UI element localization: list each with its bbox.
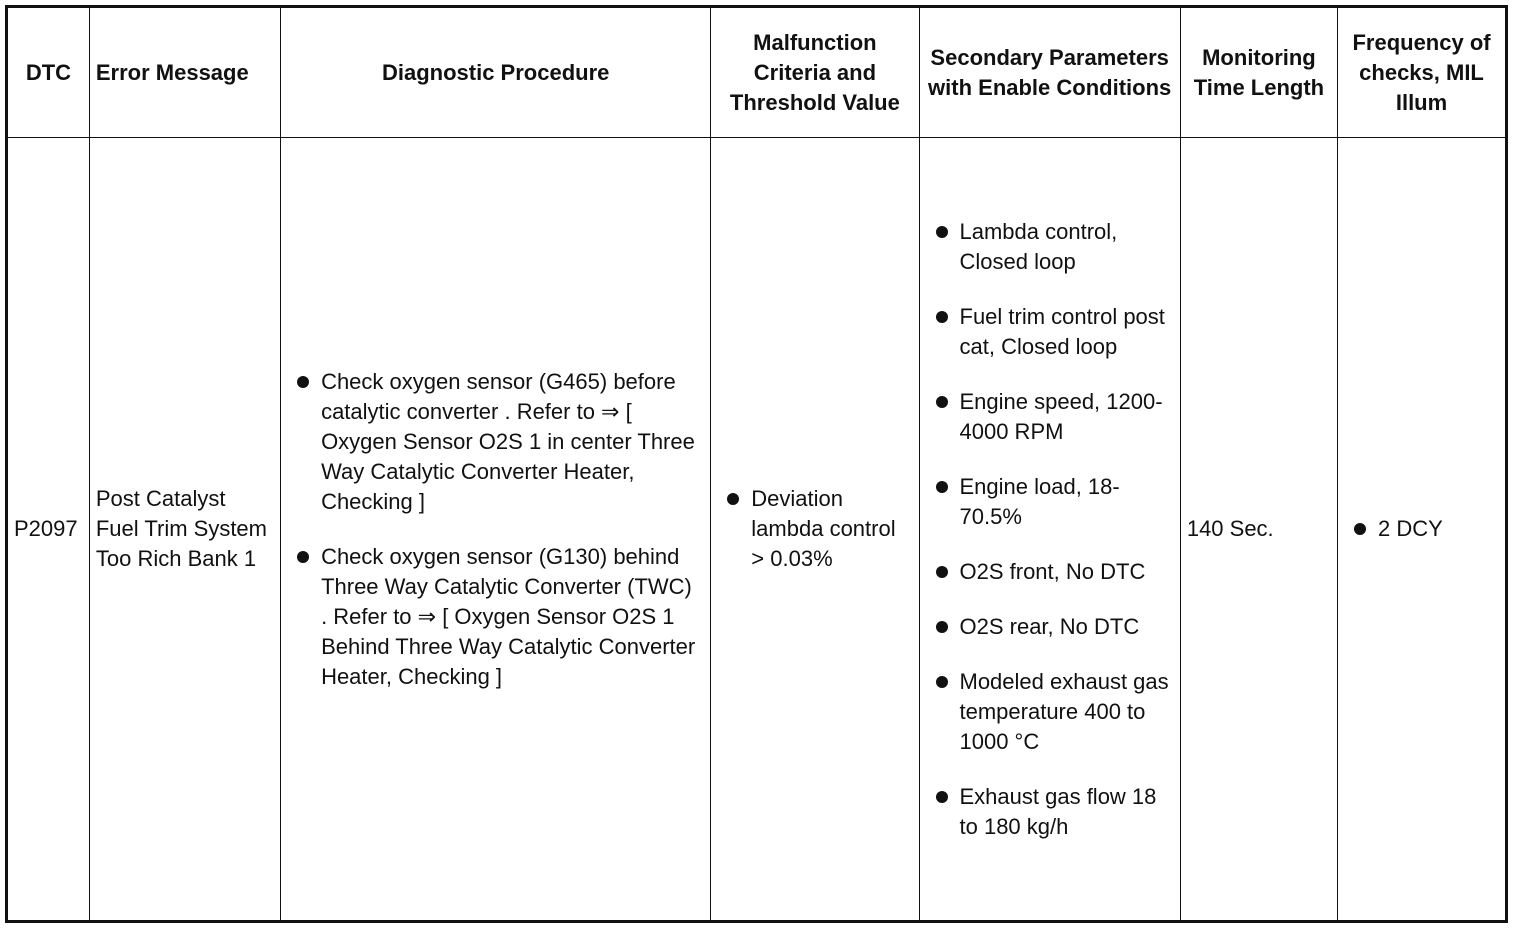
- dtc-table: [5, 5, 1508, 923]
- cell-monitoring-time: 140 Sec.: [1180, 138, 1337, 922]
- parameter-item: Modeled exhaust gas temperature 400 to 1000 °C: [926, 667, 1174, 757]
- malfunction-criteria-list: [717, 484, 912, 574]
- cell-secondary-parameters: [919, 138, 1180, 922]
- cell-dtc: P2097: [7, 138, 90, 922]
- diagnostic-step: Check oxygen sensor (G465) before catalytic converter . Refer to ⇒ [ Oxygen Sensor O2S 1 in center Three Way Catalytic Converter Heater, Checking ]: [287, 367, 704, 517]
- parameter-item: Engine load, 18-70.5%: [926, 472, 1174, 532]
- parameter-item: Lambda control, Closed loop: [926, 217, 1174, 277]
- parameter-item: Fuel trim control post cat, Closed loop: [926, 302, 1174, 362]
- cell-frequency: [1338, 138, 1507, 922]
- cell-diagnostic-procedure: [281, 138, 711, 922]
- cell-error-message: Post Catalyst Fuel Trim System Too Rich Bank 1: [89, 138, 280, 922]
- header-row: [7, 7, 1507, 138]
- header-frequency: Frequency of checks, MIL Illum: [1338, 7, 1507, 138]
- header-secondary-parameters: Secondary Parameters with Enable Conditions: [919, 7, 1180, 138]
- criteria-item: Deviation lambda control > 0.03%: [717, 484, 912, 574]
- cell-malfunction-criteria: [711, 138, 919, 922]
- secondary-parameters-list: [926, 217, 1174, 842]
- header-diagnostic-procedure: Diagnostic Procedure: [281, 7, 711, 138]
- table-row: [7, 138, 1507, 922]
- diagnostic-procedure-list: [287, 367, 704, 692]
- parameter-item: O2S front, No DTC: [926, 557, 1174, 587]
- frequency-list: [1344, 514, 1499, 544]
- parameter-item: Engine speed, 1200-4000 RPM: [926, 387, 1174, 447]
- header-malfunction-criteria: Malfunction Criteria and Threshold Value: [711, 7, 919, 138]
- frequency-item: 2 DCY: [1344, 514, 1499, 544]
- parameter-item: Exhaust gas flow 18 to 180 kg/h: [926, 782, 1174, 842]
- header-error-message: Error Message: [89, 7, 280, 138]
- header-monitoring-time: Monitoring Time Length: [1180, 7, 1337, 138]
- diagnostic-step: Check oxygen sensor (G130) behind Three Way Catalytic Converter (TWC) . Refer to ⇒ [ Oxygen Sensor O2S 1 Behind Three Way Catalytic Converter Heater, Checking ]: [287, 542, 704, 692]
- parameter-item: O2S rear, No DTC: [926, 612, 1174, 642]
- header-dtc: DTC: [7, 7, 90, 138]
